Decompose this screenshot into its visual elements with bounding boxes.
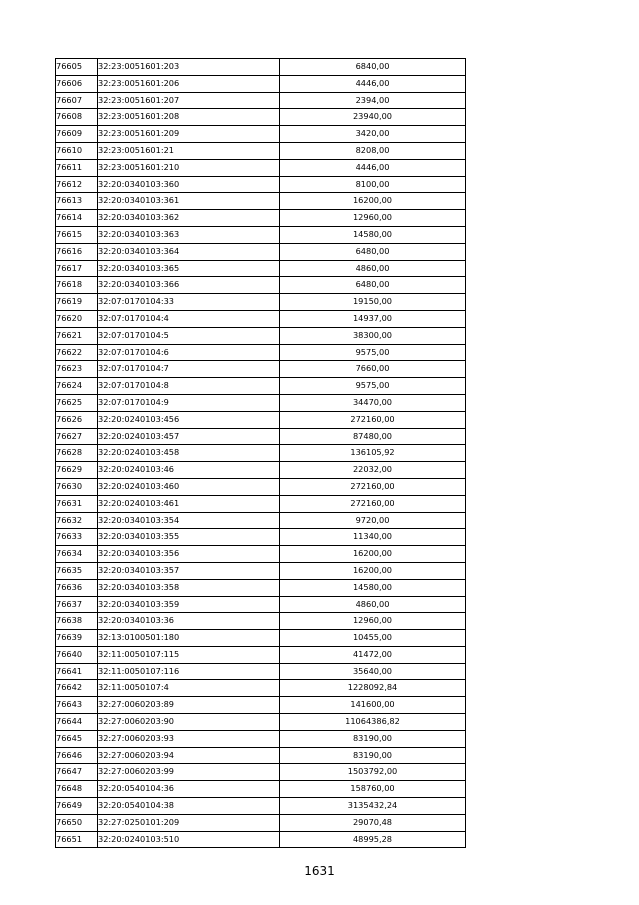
- value-cell: 6840,00: [280, 59, 466, 76]
- page-number: 1631: [304, 864, 335, 878]
- table-row: [56, 495, 466, 512]
- value-cell: 29070,48: [280, 814, 466, 831]
- table-row: [56, 546, 466, 563]
- cadastral-number-cell: 32:20:0240103:461: [98, 495, 280, 512]
- row-number-cell: 76616: [56, 243, 98, 260]
- table-row: [56, 344, 466, 361]
- cadastral-number-cell: 32:20:0240103:456: [98, 411, 280, 428]
- table-row: [56, 747, 466, 764]
- value-cell: 4446,00: [280, 159, 466, 176]
- value-cell: 87480,00: [280, 428, 466, 445]
- table-row: [56, 92, 466, 109]
- table-row: [56, 243, 466, 260]
- value-cell: 83190,00: [280, 747, 466, 764]
- row-number-cell: 76646: [56, 747, 98, 764]
- value-cell: 23940,00: [280, 109, 466, 126]
- value-cell: 12960,00: [280, 613, 466, 630]
- table-row: [56, 562, 466, 579]
- value-cell: 16200,00: [280, 193, 466, 210]
- cadastral-number-cell: 32:20:0240103:510: [98, 831, 280, 848]
- table-row: [56, 714, 466, 731]
- table-row: [56, 378, 466, 395]
- cadastral-number-cell: 32:23:0051601:21: [98, 142, 280, 159]
- row-number-cell: 76606: [56, 75, 98, 92]
- value-cell: 3420,00: [280, 126, 466, 143]
- table-row: [56, 462, 466, 479]
- row-number-cell: 76649: [56, 798, 98, 815]
- table-row: [56, 428, 466, 445]
- row-number-cell: 76610: [56, 142, 98, 159]
- value-cell: 83190,00: [280, 730, 466, 747]
- value-cell: 6480,00: [280, 243, 466, 260]
- cadastral-number-cell: 32:23:0051601:208: [98, 109, 280, 126]
- cadastral-number-cell: 32:23:0051601:203: [98, 59, 280, 76]
- value-cell: 2394,00: [280, 92, 466, 109]
- row-number-cell: 76639: [56, 630, 98, 647]
- row-number-cell: 76619: [56, 294, 98, 311]
- value-cell: 158760,00: [280, 781, 466, 798]
- table-row: [56, 159, 466, 176]
- value-cell: 4860,00: [280, 596, 466, 613]
- value-cell: 41472,00: [280, 646, 466, 663]
- table-row: [56, 781, 466, 798]
- row-number-cell: 76620: [56, 310, 98, 327]
- table-row: [56, 411, 466, 428]
- cadastral-number-cell: 32:20:0540104:38: [98, 798, 280, 815]
- table-row: [56, 814, 466, 831]
- value-cell: 10455,00: [280, 630, 466, 647]
- row-number-cell: 76631: [56, 495, 98, 512]
- cadastral-number-cell: 32:20:0340103:358: [98, 579, 280, 596]
- row-number-cell: 76607: [56, 92, 98, 109]
- table-row: [56, 613, 466, 630]
- table-row: [56, 646, 466, 663]
- row-number-cell: 76605: [56, 59, 98, 76]
- value-cell: 7660,00: [280, 361, 466, 378]
- row-number-cell: 76651: [56, 831, 98, 848]
- cadastral-number-cell: 32:20:0340103:361: [98, 193, 280, 210]
- value-cell: 34470,00: [280, 394, 466, 411]
- cadastral-number-cell: 32:20:0340103:366: [98, 277, 280, 294]
- value-cell: 11340,00: [280, 529, 466, 546]
- table-row: [56, 142, 466, 159]
- value-cell: 272160,00: [280, 478, 466, 495]
- value-cell: 3135432,24: [280, 798, 466, 815]
- row-number-cell: 76624: [56, 378, 98, 395]
- table-row: [56, 478, 466, 495]
- row-number-cell: 76625: [56, 394, 98, 411]
- cadastral-number-cell: 32:20:0340103:36: [98, 613, 280, 630]
- table-row: [56, 327, 466, 344]
- row-number-cell: 76647: [56, 764, 98, 781]
- cadastral-number-cell: 32:20:0340103:363: [98, 226, 280, 243]
- cadastral-number-cell: 32:20:0340103:354: [98, 512, 280, 529]
- table-row: [56, 596, 466, 613]
- row-number-cell: 76608: [56, 109, 98, 126]
- cadastral-number-cell: 32:07:0170104:4: [98, 310, 280, 327]
- cadastral-number-cell: 32:23:0051601:207: [98, 92, 280, 109]
- cadastral-number-cell: 32:20:0340103:355: [98, 529, 280, 546]
- row-number-cell: 76622: [56, 344, 98, 361]
- row-number-cell: 76611: [56, 159, 98, 176]
- value-cell: 272160,00: [280, 411, 466, 428]
- row-number-cell: 76641: [56, 663, 98, 680]
- cadastral-number-cell: 32:11:0050107:115: [98, 646, 280, 663]
- cadastral-number-cell: 32:20:0240103:46: [98, 462, 280, 479]
- row-number-cell: 76621: [56, 327, 98, 344]
- row-number-cell: 76638: [56, 613, 98, 630]
- value-cell: 16200,00: [280, 562, 466, 579]
- cadastral-number-cell: 32:20:0340103:365: [98, 260, 280, 277]
- table-row: [56, 226, 466, 243]
- table-row: [56, 831, 466, 848]
- table-row: [56, 730, 466, 747]
- row-number-cell: 76633: [56, 529, 98, 546]
- row-number-cell: 76623: [56, 361, 98, 378]
- value-cell: 19150,00: [280, 294, 466, 311]
- value-cell: 8208,00: [280, 142, 466, 159]
- table-row: [56, 59, 466, 76]
- cadastral-number-cell: 32:27:0060203:89: [98, 697, 280, 714]
- cadastral-number-cell: 32:20:0240103:460: [98, 478, 280, 495]
- table-row: [56, 529, 466, 546]
- cadastral-number-cell: 32:27:0060203:94: [98, 747, 280, 764]
- cadastral-number-cell: 32:23:0051601:209: [98, 126, 280, 143]
- row-number-cell: 76645: [56, 730, 98, 747]
- cadastral-number-cell: 32:20:0240103:457: [98, 428, 280, 445]
- row-number-cell: 76627: [56, 428, 98, 445]
- value-cell: 35640,00: [280, 663, 466, 680]
- row-number-cell: 76642: [56, 680, 98, 697]
- value-cell: 11064386,82: [280, 714, 466, 731]
- table-row: [56, 210, 466, 227]
- table-body: [56, 59, 466, 848]
- value-cell: 6480,00: [280, 277, 466, 294]
- cadastral-number-cell: 32:07:0170104:8: [98, 378, 280, 395]
- row-number-cell: 76609: [56, 126, 98, 143]
- table-row: [56, 680, 466, 697]
- value-cell: 16200,00: [280, 546, 466, 563]
- value-cell: 1503792,00: [280, 764, 466, 781]
- row-number-cell: 76632: [56, 512, 98, 529]
- table-row: [56, 310, 466, 327]
- value-cell: 48995,28: [280, 831, 466, 848]
- value-cell: 4860,00: [280, 260, 466, 277]
- cadastral-number-cell: 32:07:0170104:33: [98, 294, 280, 311]
- value-cell: 136105,92: [280, 445, 466, 462]
- row-number-cell: 76634: [56, 546, 98, 563]
- row-number-cell: 76643: [56, 697, 98, 714]
- cadastral-value-table: [55, 58, 466, 848]
- value-cell: 9575,00: [280, 378, 466, 395]
- value-cell: 14937,00: [280, 310, 466, 327]
- row-number-cell: 76629: [56, 462, 98, 479]
- row-number-cell: 76644: [56, 714, 98, 731]
- value-cell: 141600,00: [280, 697, 466, 714]
- row-number-cell: 76614: [56, 210, 98, 227]
- row-number-cell: 76630: [56, 478, 98, 495]
- row-number-cell: 76613: [56, 193, 98, 210]
- value-cell: 9720,00: [280, 512, 466, 529]
- table-row: [56, 630, 466, 647]
- table-row: [56, 176, 466, 193]
- value-cell: 22032,00: [280, 462, 466, 479]
- cadastral-number-cell: 32:07:0170104:5: [98, 327, 280, 344]
- cadastral-number-cell: 32:20:0340103:357: [98, 562, 280, 579]
- table-row: [56, 764, 466, 781]
- table-row: [56, 512, 466, 529]
- cadastral-number-cell: 32:13:0100501:180: [98, 630, 280, 647]
- cadastral-number-cell: 32:20:0340103:362: [98, 210, 280, 227]
- cadastral-number-cell: 32:27:0060203:93: [98, 730, 280, 747]
- value-cell: 4446,00: [280, 75, 466, 92]
- table-row: [56, 445, 466, 462]
- row-number-cell: 76650: [56, 814, 98, 831]
- table-row: [56, 579, 466, 596]
- row-number-cell: 76628: [56, 445, 98, 462]
- cadastral-number-cell: 32:20:0240103:458: [98, 445, 280, 462]
- row-number-cell: 76636: [56, 579, 98, 596]
- cadastral-number-cell: 32:07:0170104:6: [98, 344, 280, 361]
- row-number-cell: 76618: [56, 277, 98, 294]
- cadastral-number-cell: 32:20:0340103:356: [98, 546, 280, 563]
- cadastral-number-cell: 32:07:0170104:9: [98, 394, 280, 411]
- table-row: [56, 277, 466, 294]
- cadastral-number-cell: 32:27:0060203:99: [98, 764, 280, 781]
- table-row: [56, 126, 466, 143]
- row-number-cell: 76612: [56, 176, 98, 193]
- table-row: [56, 394, 466, 411]
- cadastral-number-cell: 32:20:0340103:364: [98, 243, 280, 260]
- cadastral-number-cell: 32:27:0060203:90: [98, 714, 280, 731]
- row-number-cell: 76635: [56, 562, 98, 579]
- table-row: [56, 294, 466, 311]
- cadastral-number-cell: 32:20:0340103:359: [98, 596, 280, 613]
- table-row: [56, 697, 466, 714]
- row-number-cell: 76626: [56, 411, 98, 428]
- cadastral-number-cell: 32:11:0050107:116: [98, 663, 280, 680]
- cadastral-number-cell: 32:07:0170104:7: [98, 361, 280, 378]
- cadastral-number-cell: 32:27:0250101:209: [98, 814, 280, 831]
- value-cell: 9575,00: [280, 344, 466, 361]
- row-number-cell: 76648: [56, 781, 98, 798]
- row-number-cell: 76617: [56, 260, 98, 277]
- row-number-cell: 76637: [56, 596, 98, 613]
- table-row: [56, 193, 466, 210]
- value-cell: 12960,00: [280, 210, 466, 227]
- cadastral-number-cell: 32:23:0051601:206: [98, 75, 280, 92]
- cadastral-number-cell: 32:23:0051601:210: [98, 159, 280, 176]
- row-number-cell: 76615: [56, 226, 98, 243]
- table-row: [56, 260, 466, 277]
- value-cell: 272160,00: [280, 495, 466, 512]
- table-row: [56, 663, 466, 680]
- table-row: [56, 361, 466, 378]
- value-cell: 1228092,84: [280, 680, 466, 697]
- cadastral-number-cell: 32:20:0340103:360: [98, 176, 280, 193]
- table-row: [56, 109, 466, 126]
- cadastral-number-cell: 32:20:0540104:36: [98, 781, 280, 798]
- table-row: [56, 798, 466, 815]
- cadastral-number-cell: 32:11:0050107:4: [98, 680, 280, 697]
- value-cell: 38300,00: [280, 327, 466, 344]
- value-cell: 14580,00: [280, 226, 466, 243]
- value-cell: 8100,00: [280, 176, 466, 193]
- value-cell: 14580,00: [280, 579, 466, 596]
- table-row: [56, 75, 466, 92]
- row-number-cell: 76640: [56, 646, 98, 663]
